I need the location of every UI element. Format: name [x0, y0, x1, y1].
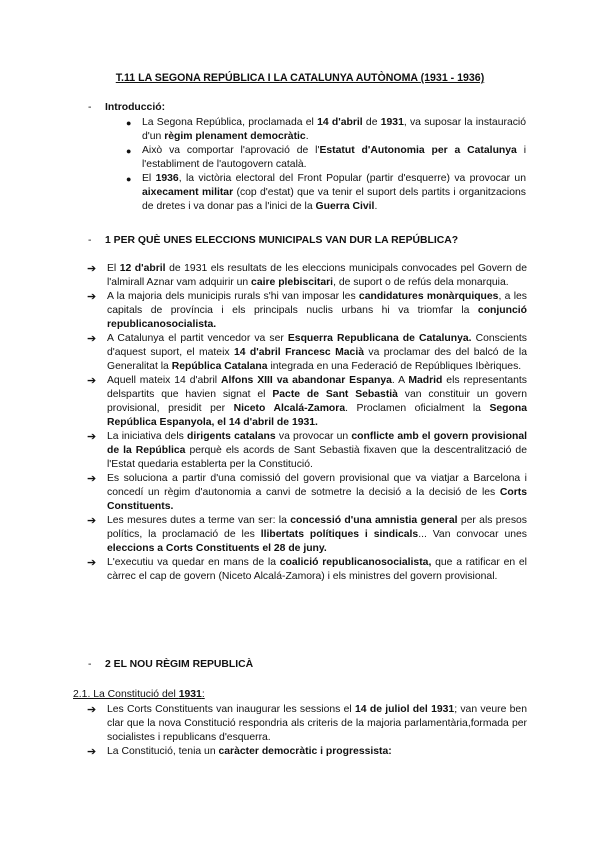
text-run: Això va comportar l'aprovació de l'	[142, 145, 320, 156]
bold-run: 14 de juliol del 1931	[355, 704, 455, 715]
subheading-prefix: 2.1. La Constitució del	[73, 689, 179, 700]
intro-bullet-item	[126, 144, 526, 172]
text-run: A Catalunya el partit vencedor va ser	[107, 333, 288, 344]
bold-run: conjunció republicanosocialista.	[107, 305, 527, 330]
bold-run: Estatut d'Autonomia per a Catalunya	[319, 145, 517, 156]
bold-run: aixecament militar	[142, 187, 234, 198]
text-run: Es soluciona a partir d'una comissió del govern provisional que va viatjar a Barcelona i concedí un règim d'autonomia a canvi de sotmetre la decisió a la decisió de les	[107, 473, 527, 498]
text-run: La Constitució, tenia un	[107, 746, 219, 757]
text-run: per als presos polítics, la proclamació de les	[107, 515, 527, 540]
text-run: de	[362, 117, 381, 128]
section2-item	[87, 745, 527, 759]
text-run: El	[142, 173, 156, 184]
text-run: L'executiu va quedar en mans de la	[107, 557, 280, 568]
arrow-bullet-icon: ➔	[87, 557, 97, 569]
text-run: va provocar un	[275, 431, 352, 442]
bold-run: Niceto Alcalá-Zamora	[233, 403, 346, 414]
text-run: La Segona República, proclamada el	[142, 117, 318, 128]
bold-run: coalició republicanosocialista,	[279, 557, 432, 568]
bold-run: dirigents catalans	[187, 431, 276, 442]
arrow-bullet-icon: ➔	[87, 375, 97, 387]
intro-bullet-list	[126, 116, 527, 214]
bullet-dot-icon: ●	[126, 118, 132, 128]
text-run: els representants delspartits que havien signat el	[107, 375, 528, 400]
bold-run: 14 d'abril	[317, 117, 363, 128]
section1-item	[87, 290, 527, 332]
bold-run: caire plebiscitari	[251, 277, 334, 288]
bold-run: règim plenament democràtic	[164, 131, 306, 142]
intro-dash: -	[88, 102, 92, 113]
text-run: La iniciativa dels	[107, 431, 188, 442]
bold-run: concessió d'una amnistia general	[290, 515, 458, 526]
section1-item	[87, 374, 527, 430]
arrow-bullet-icon: ➔	[87, 704, 97, 716]
text-run: Aquell mateix 14 d'abril	[107, 375, 221, 386]
text-run: A la majoria dels municipis rurals s'hi van imposar les	[107, 291, 359, 302]
section1-arrow-list	[87, 262, 527, 584]
text-run: El	[107, 263, 120, 274]
bold-run: Segona República Espanyola, el 14 d'abril de 1931.	[107, 403, 527, 428]
section1-heading: 1 PER QUÈ UNES ELECCIONS MUNICIPALS VAN DUR LA REPÚBLICA?	[105, 235, 459, 246]
text-run: .	[305, 131, 309, 142]
text-run: , va suposar la instauració d'un	[142, 117, 527, 142]
text-run: i l'establiment de l'autogovern català.	[142, 145, 526, 170]
section1-item	[87, 332, 527, 374]
text-run: (cop d'estat) que va tenir el suport dels partits i organitzacions de dretes i va donar pas a l'inici de la	[142, 187, 526, 212]
bold-run: Esquerra Republicana de Catalunya.	[287, 333, 472, 344]
bold-run: Corts Constituents.	[107, 487, 527, 512]
arrow-bullet-icon: ➔	[87, 473, 97, 485]
text-run: .	[374, 201, 378, 212]
text-run: . A	[391, 375, 409, 386]
arrow-bullet-icon: ➔	[87, 746, 97, 758]
section1-item	[87, 556, 527, 584]
bold-run: conflicte amb el govern provisional de la República	[107, 431, 527, 456]
section1-item	[87, 262, 527, 290]
text-run: van constituir un govern provisional, presidit per	[107, 389, 527, 414]
text-run: va proclamar des del balcó de la Generalitat la	[107, 347, 527, 372]
bold-run: llibertats polítiques i sindicals	[260, 529, 419, 540]
intro-heading: Introducció:	[105, 102, 166, 113]
bold-run: Guerra Civil	[315, 201, 375, 212]
intro-bullet-item	[126, 172, 526, 214]
bullet-dot-icon: ●	[126, 174, 132, 184]
text-run: , la victòria electoral del Front Popular (partir d'esquerre) va provocar un	[178, 173, 526, 184]
text-run: Conscients d'aquest suport, el mateix	[107, 333, 527, 358]
text-run: ... Van convocar unes	[418, 529, 527, 540]
arrow-bullet-icon: ➔	[87, 263, 97, 275]
bold-run: eleccions a Corts Constituents el 28 de juny.	[107, 543, 327, 554]
text-run: de 1931 els resultats de les eleccions municipals convocades pel Govern de l'almirall Aznar vam adquirir un	[107, 263, 527, 288]
text-run: que a ratificar en el càrrec el cap de govern (Niceto Alcalá-Zamora) i els ministres del govern provisional.	[107, 557, 527, 582]
subheading-suffix: :	[201, 689, 205, 700]
section2-item	[87, 703, 527, 745]
text-run: perquè els acords de Sant Sebastià fixaven que la descentralització de l'Estat quedaria establerta per la Constitució.	[107, 445, 527, 470]
arrow-bullet-icon: ➔	[87, 431, 97, 443]
section2-dash: -	[88, 659, 92, 670]
section2-heading: 2 EL NOU RÈGIM REPUBLICÀ	[105, 659, 254, 670]
bold-run: 14 d'abril Francesc Macià	[233, 347, 364, 358]
section1-item	[87, 430, 527, 472]
bold-run: Pacte de Sant Sebastià	[272, 389, 398, 400]
intro-bullet-item	[126, 116, 527, 144]
bold-run: República Catalana	[171, 361, 268, 372]
bold-run: Alfons XIII va abandonar Espanya	[221, 375, 392, 386]
bold-run: 1936	[155, 173, 179, 184]
text-run: Les Corts Constituents van inaugurar les sessions el	[107, 704, 356, 715]
section1-item	[87, 472, 527, 514]
arrow-bullet-icon: ➔	[87, 515, 97, 527]
arrow-bullet-icon: ➔	[87, 291, 97, 303]
text-run: , a les capitals de província i els principals nuclis urbans hi va triomfar la	[107, 291, 527, 316]
page-title: T.11 LA SEGONA REPÚBLICA I LA CATALUNYA AUTÒNOMA (1931 - 1936)	[115, 72, 485, 84]
bold-run: Madrid	[408, 375, 443, 386]
constitution-subheading	[73, 688, 205, 702]
bold-run: 1931	[380, 117, 404, 128]
subheading-year: 1931	[178, 689, 202, 700]
text-run: ; van veure ben clar que la nova Constitució respondria als criteris de la majoria parlamentària,formada per socialistes i republicans d'esquerra.	[107, 704, 527, 743]
text-run: integrada en una Federació de Repúbliques Ibèriques.	[267, 361, 522, 372]
text-run: . Proclamen oficialment la	[345, 403, 490, 414]
text-run: , de suport o de refús dela monarquia.	[333, 277, 509, 288]
section2-arrow-list	[87, 703, 527, 759]
section1-dash: -	[88, 235, 92, 246]
bold-run: candidatures monàrquiques	[358, 291, 499, 302]
text-run: Les mesures dutes a terme van ser: la	[107, 515, 291, 526]
bullet-dot-icon: ●	[126, 146, 132, 156]
bold-run: caràcter democràtic i progressista:	[218, 746, 392, 757]
bold-run: 12 d'abril	[119, 263, 166, 274]
section1-item	[87, 514, 527, 556]
arrow-bullet-icon: ➔	[87, 333, 97, 345]
